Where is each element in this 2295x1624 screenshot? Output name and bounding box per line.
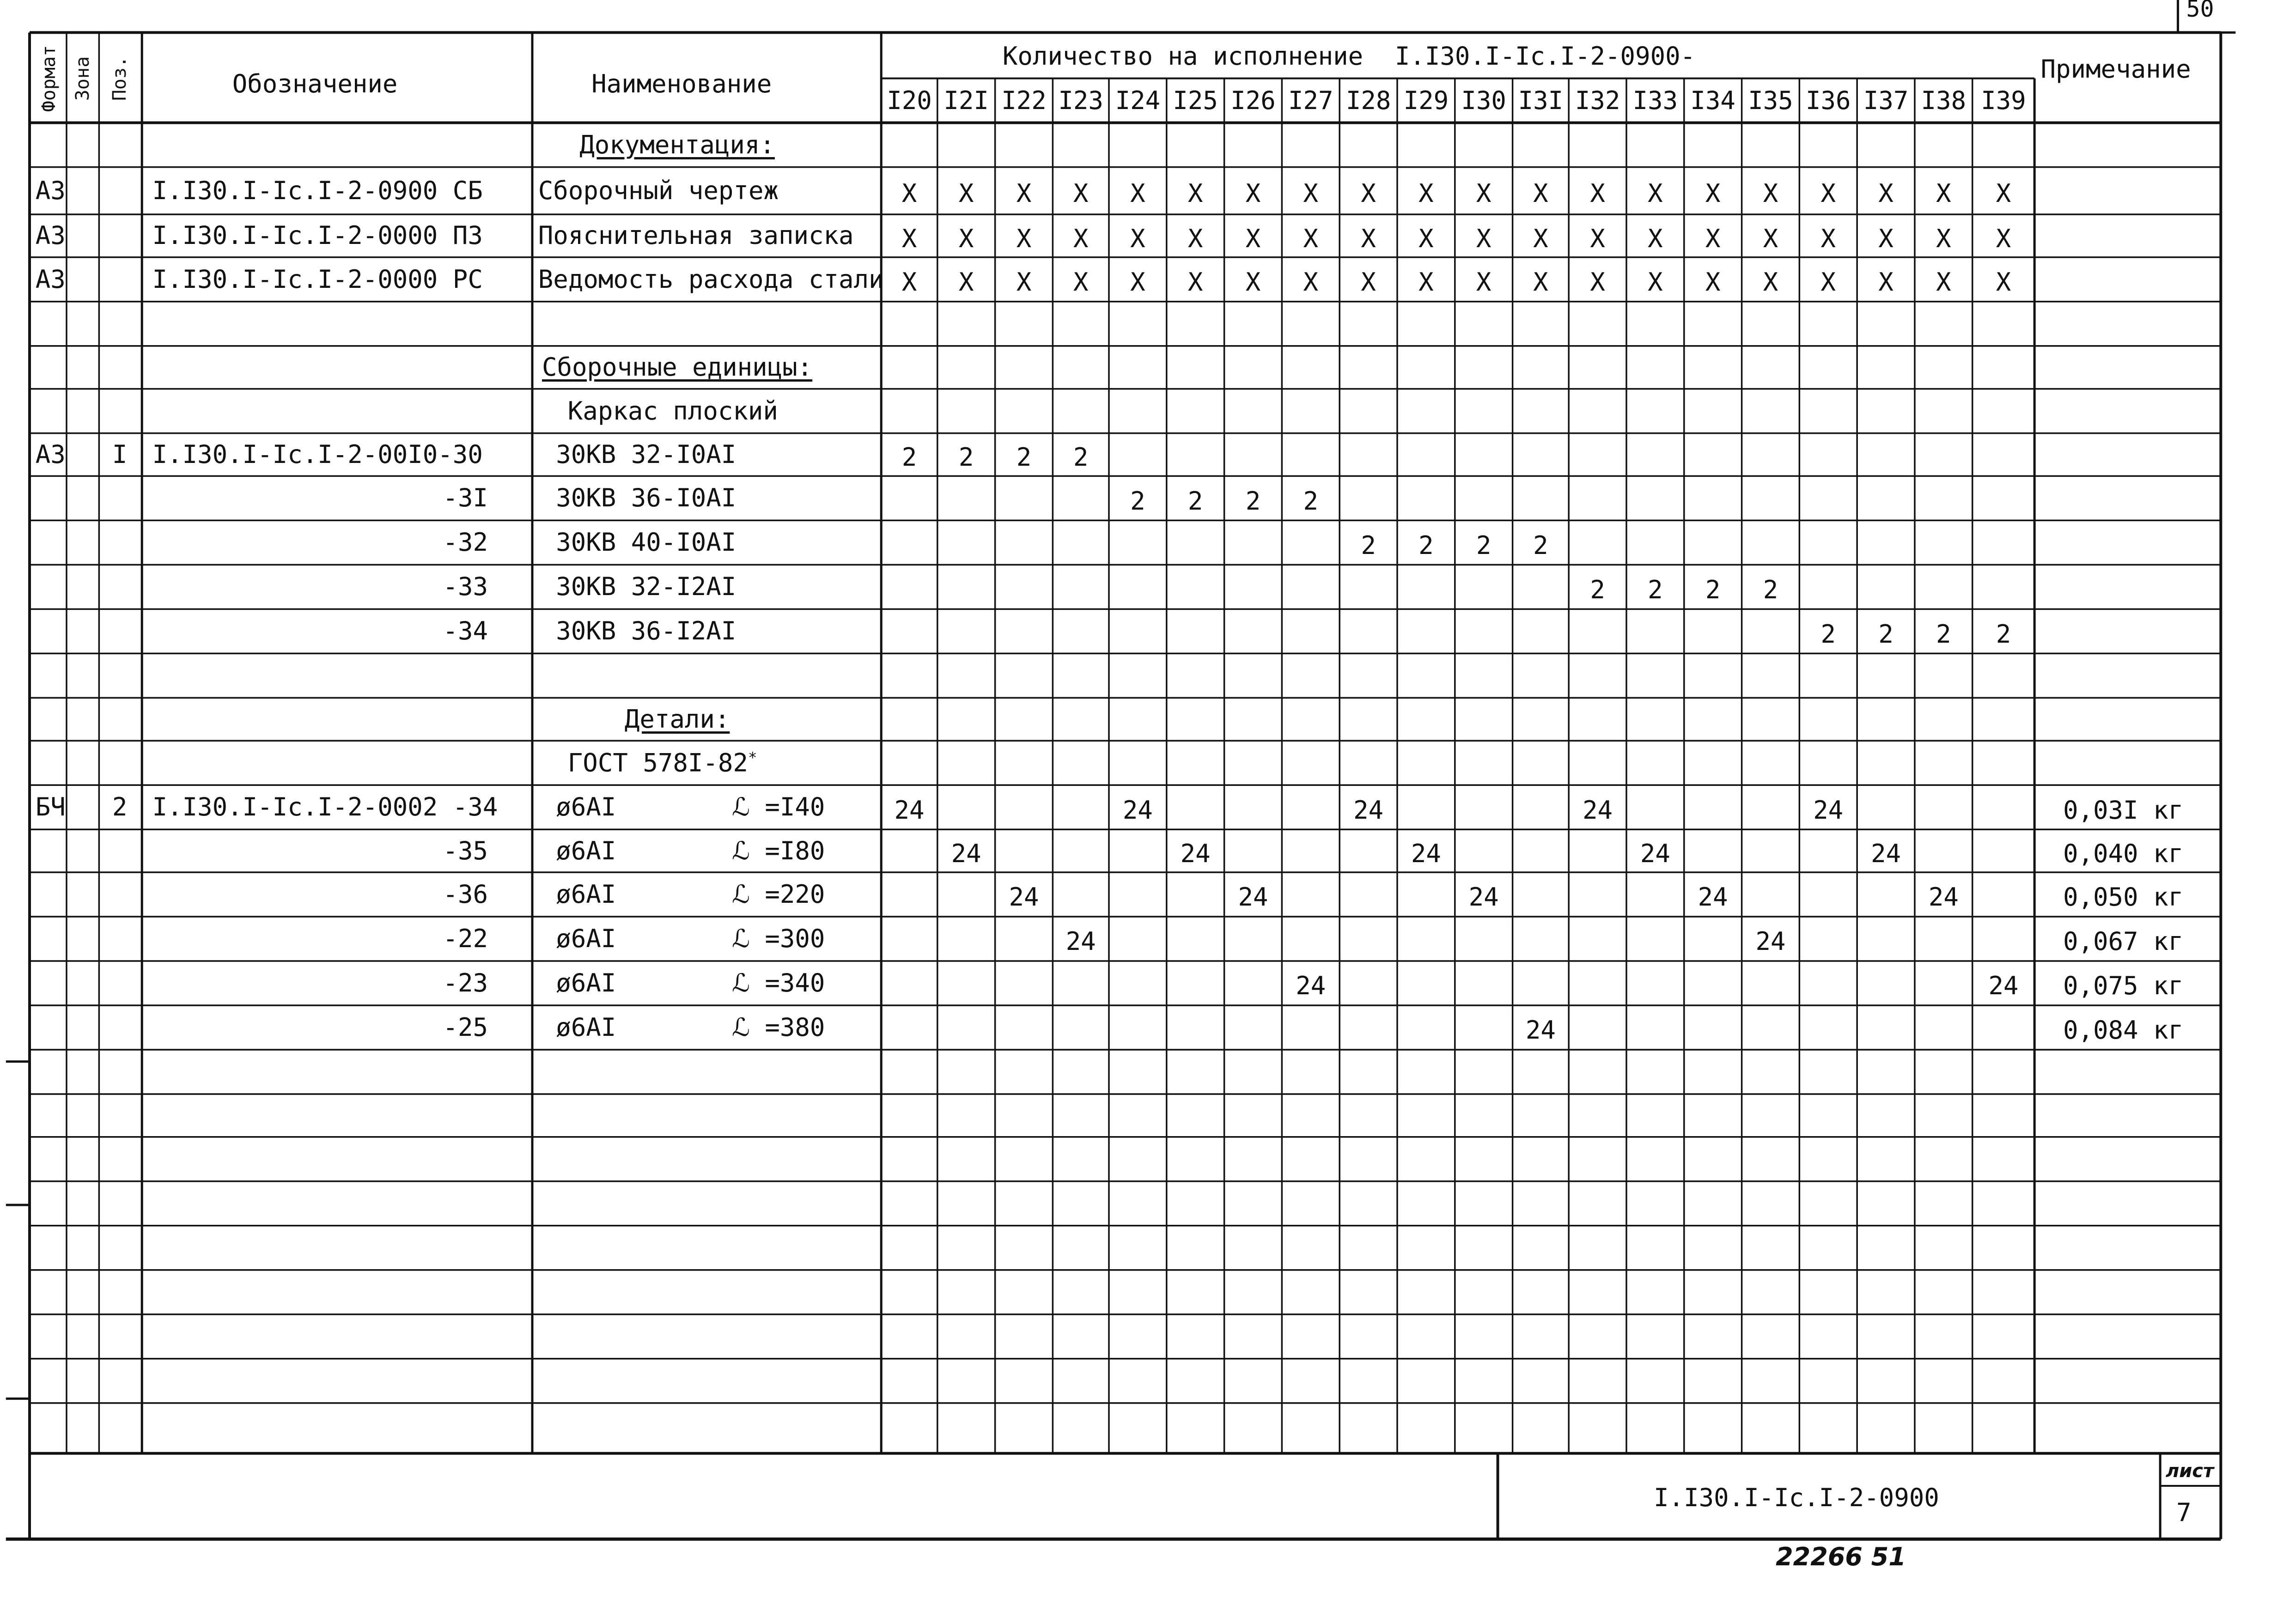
row-name: ø6AI xyxy=(556,836,616,865)
row-name: ø6AI xyxy=(556,880,616,909)
row-designation-suffix: -25 xyxy=(443,1013,488,1042)
variant-header-I37: I37 xyxy=(1863,85,1909,115)
quantity-cell: X xyxy=(1936,224,1951,253)
variant-header-I33: I33 xyxy=(1632,85,1678,115)
quantity-cell: X xyxy=(1996,179,2011,208)
quantity-cell: X xyxy=(1705,268,1721,297)
row-designation-suffix: -35 xyxy=(443,836,488,865)
quantity-cell: X xyxy=(1705,224,1721,253)
quantity-cell: 2 xyxy=(1705,575,1721,604)
quantity-cell: X xyxy=(1533,179,1548,208)
variant-header-I39: I39 xyxy=(1981,85,2026,115)
row-length: ℒ =I80 xyxy=(732,836,825,865)
quantity-cell: 24 xyxy=(1411,839,1441,868)
quantity-cell: X xyxy=(1533,224,1548,253)
quantity-cell: X xyxy=(1878,224,1893,253)
quantity-cell: X xyxy=(1763,268,1778,297)
quantity-cell: 2 xyxy=(1763,575,1778,604)
header-zone: Зона xyxy=(72,56,94,101)
quantity-cell: X xyxy=(1476,268,1491,297)
quantity-cell: 24 xyxy=(894,795,925,825)
row-format: А3 xyxy=(35,176,66,205)
quantity-cell: X xyxy=(1245,179,1261,208)
row-name: Сборочный чертеж xyxy=(538,176,779,205)
row-position: 2 xyxy=(112,792,128,822)
variant-header-I34: I34 xyxy=(1690,85,1735,115)
row-format: А3 xyxy=(35,440,66,469)
quantity-cell: 2 xyxy=(1648,575,1663,604)
header-quantity-label: Количество на исполнение xyxy=(1002,41,1364,71)
variant-header-I38: I38 xyxy=(1921,85,1966,115)
quantity-cell: X xyxy=(1936,268,1951,297)
row-designation: I.I30.I-Ic.I-2-0000 РС xyxy=(152,264,483,294)
variant-header-I23: I23 xyxy=(1058,85,1103,115)
quantity-cell: X xyxy=(1016,268,1032,297)
header-note: Примечание xyxy=(2040,55,2191,84)
header-designation: Обозначение xyxy=(232,69,398,99)
row-designation-suffix: -23 xyxy=(443,968,488,998)
quantity-cell: 24 xyxy=(951,839,981,868)
quantity-cell: X xyxy=(1361,179,1376,208)
row-name: 30КВ 32-I0AI xyxy=(556,440,737,469)
quantity-cell: 2 xyxy=(1820,619,1836,649)
quantity-cell: X xyxy=(958,179,974,208)
quantity-cell: 24 xyxy=(1065,927,1096,956)
variant-header-I20: I20 xyxy=(887,85,932,115)
variant-header-I22: I22 xyxy=(1001,85,1047,115)
title-block-code: I.I30.I-Ic.I-2-0900 xyxy=(1654,1483,1939,1512)
quantity-cell: 24 xyxy=(1525,1016,1556,1045)
variant-header-I2I: I2I xyxy=(944,85,989,115)
quantity-cell: X xyxy=(1073,268,1089,297)
quantity-cell: 24 xyxy=(1009,882,1039,912)
quantity-cell: X xyxy=(1187,179,1203,208)
variant-header-I25: I25 xyxy=(1173,85,1218,115)
variant-header-I28: I28 xyxy=(1345,85,1391,115)
quantity-cell: X xyxy=(1418,179,1434,208)
variant-header-I35: I35 xyxy=(1748,85,1793,115)
quantity-cell: X xyxy=(1476,179,1491,208)
quantity-cell: X xyxy=(1303,179,1319,208)
row-designation: I.I30.I-Ic.I-2-00I0-30 xyxy=(152,440,483,469)
quantity-cell: 24 xyxy=(1640,839,1670,868)
row-length: ℒ =I40 xyxy=(732,792,825,822)
quantity-cell: X xyxy=(958,224,974,253)
row-name: ГОСТ 578I-82* xyxy=(567,748,757,778)
quantity-cell: 2 xyxy=(1996,619,2011,649)
row-length: ℒ =220 xyxy=(732,880,825,909)
quantity-cell: 24 xyxy=(1755,927,1786,956)
quantity-cell: X xyxy=(1245,268,1261,297)
quantity-cell: 2 xyxy=(901,443,917,472)
quantity-cell: 24 xyxy=(1988,971,2019,1001)
row-designation-suffix: -36 xyxy=(443,880,488,909)
sheet-label: лист xyxy=(2166,1460,2214,1482)
quantity-cell: 24 xyxy=(1928,882,1959,912)
quantity-cell: X xyxy=(1590,179,1605,208)
quantity-cell: X xyxy=(1418,268,1434,297)
quantity-cell: X xyxy=(1820,268,1836,297)
quantity-cell: X xyxy=(1590,224,1605,253)
row-length: ℒ =380 xyxy=(732,1013,825,1042)
quantity-cell: 2 xyxy=(1016,443,1032,472)
header-pos: Поз. xyxy=(109,56,131,101)
row-note-mass: 0,075 кг xyxy=(2063,971,2184,1001)
quantity-cell: 2 xyxy=(1936,619,1951,649)
row-name: ø6AI xyxy=(556,792,616,822)
quantity-cell: 2 xyxy=(958,443,974,472)
quantity-cell: X xyxy=(1820,224,1836,253)
row-format: А3 xyxy=(35,221,66,250)
row-length: ℒ =340 xyxy=(732,968,825,998)
row-designation: I.I30.I-Ic.I-2-0002 -34 xyxy=(152,792,498,822)
row-designation-suffix: -22 xyxy=(443,924,488,953)
row-name: Пояснительная записка xyxy=(538,221,854,250)
quantity-cell: X xyxy=(1361,268,1376,297)
quantity-cell: X xyxy=(1361,224,1376,253)
header-name: Наименование xyxy=(591,69,772,99)
quantity-cell: 2 xyxy=(1187,486,1203,516)
section-heading: Сборочные единицы: xyxy=(542,353,813,382)
page-number: 50 xyxy=(2186,0,2214,23)
row-name: Каркас плоский xyxy=(567,396,778,426)
row-note-mass: 0,050 кг xyxy=(2063,882,2184,912)
quantity-cell: 24 xyxy=(1468,882,1499,912)
quantity-cell: X xyxy=(901,224,917,253)
quantity-cell: 24 xyxy=(1353,795,1384,825)
quantity-cell: X xyxy=(1878,268,1893,297)
quantity-cell: 2 xyxy=(1245,486,1261,516)
quantity-cell: X xyxy=(1648,268,1663,297)
quantity-cell: 2 xyxy=(1130,486,1145,516)
variant-header-I24: I24 xyxy=(1115,85,1161,115)
quantity-cell: X xyxy=(1016,224,1032,253)
variant-header-I32: I32 xyxy=(1575,85,1620,115)
quantity-cell: X xyxy=(958,268,974,297)
quantity-cell: X xyxy=(1245,224,1261,253)
header-quantity-code: I.I30.I-Ic.I-2-0900- xyxy=(1394,41,1696,71)
quantity-cell: 2 xyxy=(1361,530,1376,560)
quantity-cell: X xyxy=(1130,268,1145,297)
row-designation-suffix: -32 xyxy=(443,528,488,557)
quantity-cell: 24 xyxy=(1296,971,1326,1001)
row-note-mass: 0,03I кг xyxy=(2063,795,2184,825)
row-designation: I.I30.I-Ic.I-2-0000 ПЗ xyxy=(152,221,483,250)
row-name: Ведомость расхода стали xyxy=(538,264,884,294)
quantity-cell: X xyxy=(1705,179,1721,208)
row-name: 30КВ 40-I0AI xyxy=(556,528,737,557)
variant-header-I27: I27 xyxy=(1288,85,1333,115)
quantity-cell: X xyxy=(1763,224,1778,253)
quantity-cell: 2 xyxy=(1476,530,1491,560)
quantity-cell: X xyxy=(1763,179,1778,208)
quantity-cell: X xyxy=(1303,268,1319,297)
quantity-cell: 24 xyxy=(1238,882,1268,912)
quantity-cell: 2 xyxy=(1418,530,1434,560)
quantity-cell: 24 xyxy=(1583,795,1613,825)
row-length: ℒ =300 xyxy=(732,924,825,953)
row-note-mass: 0,040 кг xyxy=(2063,839,2184,868)
quantity-cell: X xyxy=(1303,224,1319,253)
quantity-cell: X xyxy=(1418,224,1434,253)
variant-header-I36: I36 xyxy=(1806,85,1851,115)
quantity-cell: X xyxy=(1936,179,1951,208)
row-name: ø6AI xyxy=(556,1013,616,1042)
variant-header-I3I: I3I xyxy=(1518,85,1564,115)
quantity-cell: X xyxy=(1533,268,1548,297)
quantity-cell: X xyxy=(1016,179,1032,208)
row-name: 30КВ 32-I2AI xyxy=(556,572,737,602)
section-heading: Документация: xyxy=(579,130,775,159)
quantity-cell: X xyxy=(901,268,917,297)
quantity-cell: X xyxy=(1130,224,1145,253)
quantity-cell: 24 xyxy=(1813,795,1844,825)
row-designation-suffix: -3I xyxy=(443,483,488,513)
quantity-cell: X xyxy=(901,179,917,208)
row-format: А3 xyxy=(35,264,66,294)
name-superscript: * xyxy=(748,748,757,766)
quantity-cell: X xyxy=(1187,268,1203,297)
quantity-cell: X xyxy=(1130,179,1145,208)
quantity-cell: X xyxy=(1878,179,1893,208)
row-position: I xyxy=(112,440,128,469)
row-name: ø6AI xyxy=(556,924,616,953)
row-name: ø6AI xyxy=(556,968,616,998)
sheet-number: 7 xyxy=(2176,1497,2192,1527)
quantity-cell: X xyxy=(1648,179,1663,208)
quantity-cell: 24 xyxy=(1871,839,1901,868)
quantity-cell: 24 xyxy=(1180,839,1211,868)
quantity-cell: 2 xyxy=(1878,619,1893,649)
quantity-cell: X xyxy=(1648,224,1663,253)
quantity-cell: X xyxy=(1996,268,2011,297)
quantity-cell: X xyxy=(1187,224,1203,253)
quantity-cell: X xyxy=(1073,224,1089,253)
quantity-cell: X xyxy=(1590,268,1605,297)
quantity-cell: X xyxy=(1073,179,1089,208)
quantity-cell: 24 xyxy=(1698,882,1728,912)
header-format: Формат xyxy=(38,45,60,112)
variant-header-I30: I30 xyxy=(1461,85,1506,115)
row-name: 30КВ 36-I2AI xyxy=(556,616,737,646)
row-format: БЧ xyxy=(35,792,66,822)
variant-header-I29: I29 xyxy=(1403,85,1449,115)
row-designation-suffix: -33 xyxy=(443,572,488,602)
row-note-mass: 0,084 кг xyxy=(2063,1016,2184,1045)
row-designation: I.I30.I-Ic.I-2-0900 СБ xyxy=(152,176,483,205)
row-name: 30КВ 36-I0AI xyxy=(556,483,737,513)
quantity-cell: 2 xyxy=(1073,443,1089,472)
quantity-cell: 2 xyxy=(1303,486,1319,516)
quantity-cell: 2 xyxy=(1533,530,1548,560)
row-designation-suffix: -34 xyxy=(443,616,488,646)
quantity-cell: 2 xyxy=(1590,575,1605,604)
quantity-cell: 24 xyxy=(1122,795,1153,825)
quantity-cell: X xyxy=(1996,224,2011,253)
section-heading: Детали: xyxy=(624,704,730,734)
quantity-cell: X xyxy=(1820,179,1836,208)
row-note-mass: 0,067 кг xyxy=(2063,927,2184,956)
variant-header-I26: I26 xyxy=(1230,85,1276,115)
quantity-cell: X xyxy=(1476,224,1491,253)
footer-stamp: 22266 51 xyxy=(1776,1542,1906,1571)
